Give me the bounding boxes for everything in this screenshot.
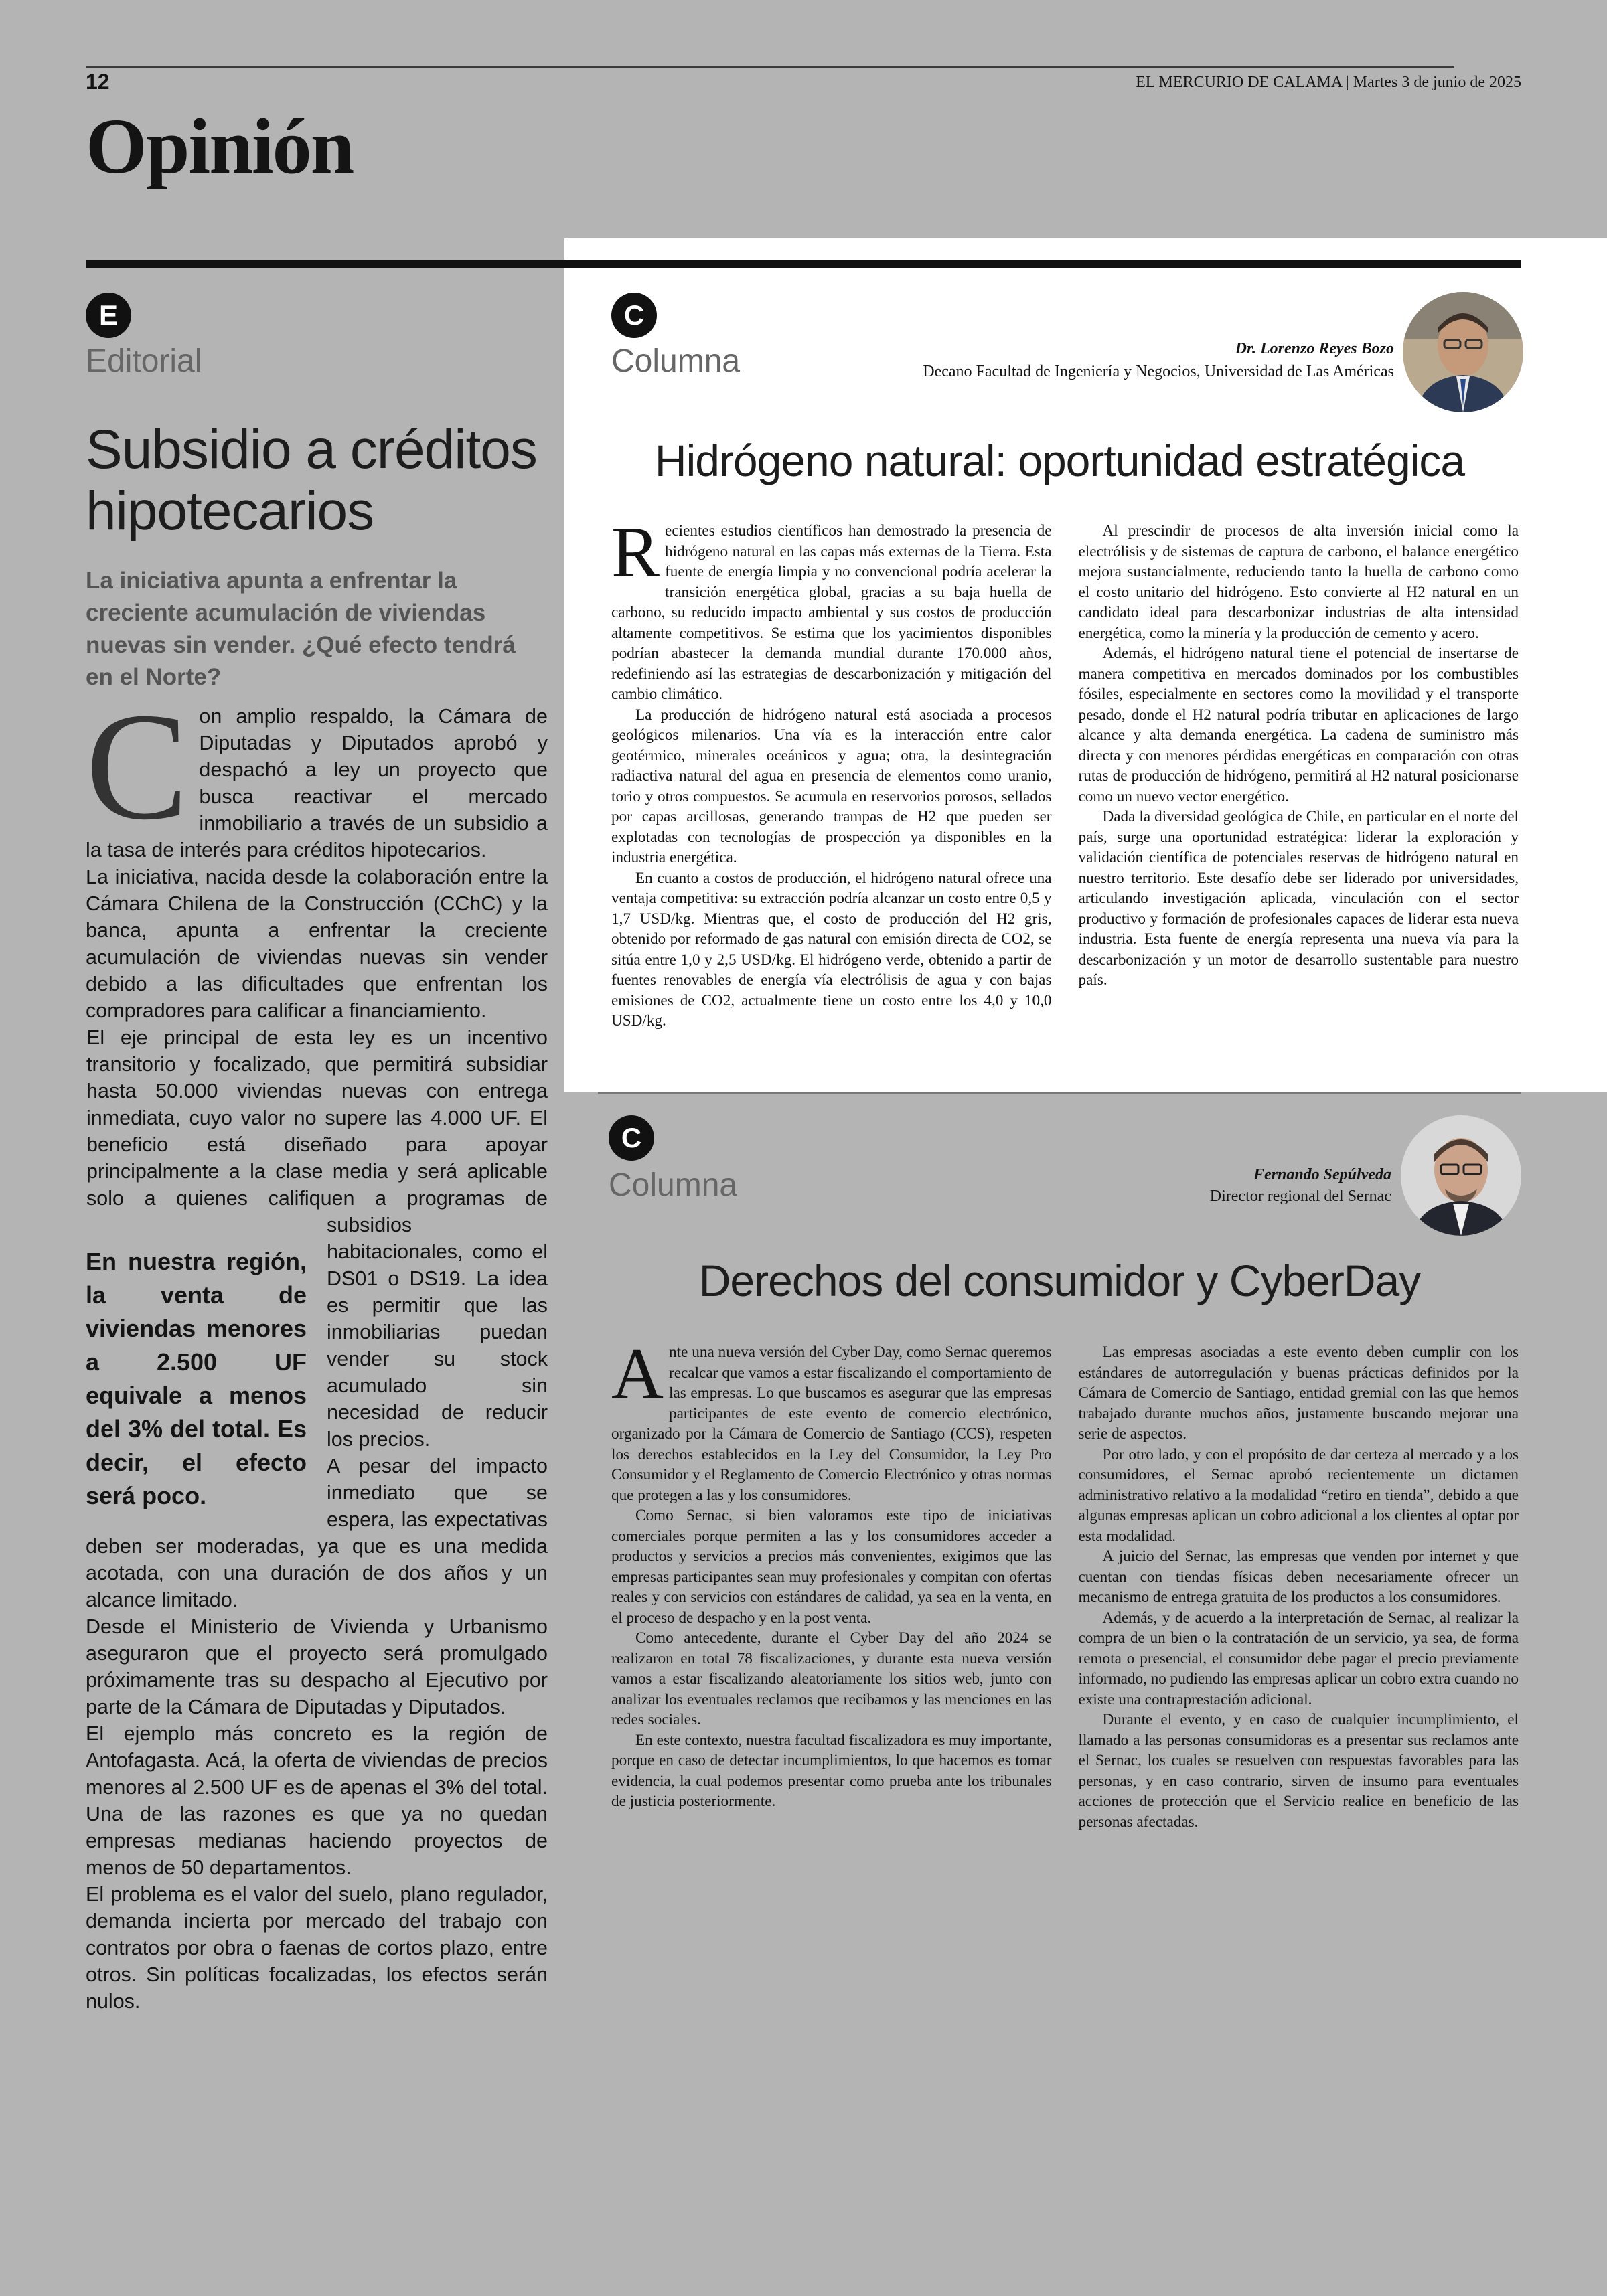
editorial-paragraph: La iniciativa, nacida desde la colaboración entre la Cámara Chilena de la Construcción (CChC) y la banca, apunta a enfrentar la creciente acumulación de viviendas nuevas sin vender debido a las dificultades que enfrentan los compradores para calificar a financiamiento. [86,866,548,1022]
column2-badge: C [609,1115,654,1161]
column1-role: Decano Facultad de Ingeniería y Negocios, Universidad de Las Américas [923,363,1394,380]
column2-paragraph: Las empresas asociadas a este evento deben cumplir con los estándares de autorregulación y buenas prácticas definidos por la Cámara de Comercio de Santiago, entidad gremial con las que hemos trabajado durante muchos años, justamente buscando mejorar una serie de aspectos. [1078,1343,1519,1443]
page-number: 12 [86,70,110,94]
column1-badge: C [611,293,657,338]
column1-headline: Hidrógeno natural: oportunidad estratégica [654,436,1465,485]
column1-paragraph: Al prescindir de procesos de alta inversión inicial como la electrólisis y de sistemas de captura de carbono, el balance energético mejora sustancialmente, reduciendo tanto la huella de carbono como el costo unitario del hidrógeno. Esto convierte al H2 natural en un candidato ideal para descarbonizar industrias de alta intensidad energética, como la minería y la producción de cemento y acero. [1078,522,1519,642]
column1-paragraph: Además, el hidrógeno natural tiene el potencial de insertarse de manera competitiva en mercados dominados por los combustibles fósiles, especialmente en sectores como la movilidad y el transporte pesado, donde el H2 natural podría tributar en aplicaciones de largo alcance y alta demanda energética. La cadena de suministro más directa y con menores pérdidas energéticas en comparación con otras rutas de producción de hidrógeno, permitirá al H2 natural posicionarse como un nuevo vector energético. [1078,645,1519,805]
column2-paragraph: Además, y de acuerdo a la interpretación de Sernac, al realizar la compra de un bien o la contratación de un servicio, ya sea, de forma remota o presencial, el consumidor debe pagar el precio previamente informado, no pudiendo las empresas aplicar un cobro extra cuando no existe una contraprestación adicional. [1078,1609,1519,1708]
column2-paragraph: Durante el evento, y en caso de cualquier incumplimiento, el llamado a las personas consumidoras es a presentar sus reclamos ante el Sernac, los cuales se resuelven con respuestas favorables para las personas, y en caso contrario, sirven de insumo para eventuales acciones de protección que el Servicio realice en beneficio de las personas afectadas. [1078,1711,1519,1831]
column2-paragraph: En este contexto, nuestra facultad fiscalizadora es muy importante, porque en caso de detectar incumplimientos, lo que hacemos es tomar evidencia, la cual podemos presentar como prueba ante los tribunales de justicia posteriormente. [611,1731,1052,1810]
column1-label: Columna [611,343,741,379]
editorial-paragraph: A pesar del impacto inmediato que se espera, las expectativas deben ser moderadas, ya que es una medida acotada, con una duración de dos años y un alcance limitado. [86,1455,548,1611]
column1-paragraph: La producción de hidrógeno natural está asociada a procesos geológicos milenarios. Una vía es la interacción entre calor geotérmico, minerales oceánicos y agua; otra, la desintegración radiactiva natural del agua en presencia de elementos como uranio, torio y otros compuestos. Se acumula en reservorios porosos, sellados por capas arcillosas, generando trampas de H2 que pueden ser explotadas con tecnologías de prospección ya disponibles en la industria energética. [611,706,1052,866]
column2-body [611,1334,1519,1904]
editorial-headline: Subsidio a créditos hipotecarios [86,419,537,542]
column1-paragraph: ecientes estudios científicos han demostrado la presencia de hidrógeno natural en las capas más externas de la Tierra. Esta fuente de energía limpia y no convencional podría acelerar la transición energética global, gracias a su baja huella de carbono, su reducido impacto ambiental y sus costos de producción altamente competitivos. Se estima que los yacimientos disponibles podrían abastecer la demanda mundial durante 170.000 años, redefiniendo así las estrategias de descarbonización y mitigación del cambio climático. [611,522,1052,703]
editorial-dropcap: C [86,681,189,851]
editorial-label: Editorial [86,343,202,379]
column2-dropcap: A [611,1334,664,1414]
column1-paragraph: Dada la diversidad geológica de Chile, en particular en el norte del país, surge una oportunidad estratégica: liderar la exploración y validación científica de potenciales reservas de hidrógeno natural en nuestro territorio. Este desafío debe ser liderado por universidades, articulando investigación aplicada, vinculación con el sector productivo y formación de profesionales capaces de liderar esta nueva industria. Esta fuente de energía representa una nueva vía para la descarbonización y un motor de desarrollo sustentable para nuestro país. [1078,808,1519,989]
author-photo-avatar [1401,1115,1521,1236]
editorial-paragraph: El ejemplo más concreto es la región de Antofagasta. Acá, la oferta de viviendas de precios menores al 2.500 UF es de apenas el 3% del total. Una de las razones es que ya no quedan empresas medianas haciendo proyectos de menos de 50 departamentos. [86,1722,548,1879]
column-divider [598,1092,1521,1094]
column2-headline: Derechos del consumidor y CyberDay [698,1256,1421,1305]
editorial-badge: E [86,293,131,338]
editorial-paragraph: El eje principal de esta ley es un incentivo transitorio y focalizado, que permitirá subsidiar hasta 50.000 viviendas nuevas con entrega inmediata, cuyo valor no supere las 4.000 UF. El beneficio está diseñado para apoyar principalmente a la clase media y será aplicable solo a quienes califiquen a programas de subsidios habitacionales, como el DS01 o DS19. La idea es permitir que las inmobiliarias puedan vender su stock acumulado sin necesidad de reducir los precios. [86,1026,548,1451]
column2-paragraph: nte una nueva versión del Cyber Day, como Sernac queremos recalcar que vamos a estar fiscalizando el comportamiento de las empresas. Lo que buscamos es asegurar que las empresas participantes de este evento de comercio electrónico, organizado por la Cámara de Comercio de Santiago (CCS), respeten los derechos establecidos en la Ley del Consumidor, la Ley Pro Consumidor y el Reglamento de Comercio Electrónico y otras normas que protegen a las y los consumidores. [611,1343,1052,1504]
column2-role: Director regional del Sernac [1209,1187,1391,1205]
section-title: Opinión [86,102,354,190]
editorial-pullquote: En nuestra región, la venta de viviendas menores a 2.500 UF equivale a menos del 3% del total. Es decir, el efecto será poco. [86,1248,307,1509]
editorial-paragraph: Desde el Ministerio de Vivienda y Urbanismo aseguraron que el proyecto será promulgado próximamente tras su despacho al Ejecutivo por parte de la Cámara de Diputadas y Diputados. [86,1615,548,1718]
top-rule [86,66,1454,68]
column2-label: Columna [609,1167,738,1203]
column2-paragraph: A juicio del Sernac, las empresas que venden por internet y que cuentan con tiendas físicas deben necesariamente ofrecer un mecanismo de entrega gratuita de los productos a los consumidores. [1078,1548,1519,1606]
column1-dropcap: R [611,513,660,592]
column2-paragraph: Por otro lado, y con el propósito de dar certeza al mercado y a los consumidores, el Sernac aprobó recientemente un dictamen administrativo relativo a la modalidad “retiro en tienda”, debido a que algunas empresas aplican un cobro adicional a los clientes al optar por esta modalidad. [1078,1445,1519,1545]
column2-paragraph: Como Sernac, si bien valoramos este tipo de iniciativas comerciales porque permiten a las y los consumidores acceder a productos y servicios a precios más convenientes, exigimos que las empresas participantes sean muy profesionales y compitan con ofertas reales y con servicios con estándares de calidad, ya sea en la venta, en el proceso de despacho y en la post venta. [611,1507,1052,1627]
masthead: EL MERCURIO DE CALAMA | Martes 3 de junio de 2025 [1136,74,1521,91]
author-photo-avatar [1403,292,1523,412]
column2-author: Fernando Sepúlveda [1253,1166,1391,1183]
column1-author: Dr. Lorenzo Reyes Bozo [1235,340,1394,357]
editorial-deck: La iniciativa apunta a enfrentar la creciente acumulación de viviendas nuevas sin vender. ¿Qué efecto tendrá en el Norte? [86,568,516,690]
column1-paragraph: En cuanto a costos de producción, el hidrógeno natural ofrece una ventaja competitiva: su extracción podría alcanzar un costo entre 0,5 y 1,7 USD/kg. Mientras que, el costo de producción del H2 gris, obtenido por reformado de gas natural con emisión directa de CO2, se sitúa entre 1,0 y 2,5 USD/kg. El hidrógeno verde, obtenido a partir de fuentes renovables de energía vía electrólisis de agua y con bajas emisiones de CO2, actualmente tiene un costo entre los 4,0 y 10,0 USD/kg. [611,869,1052,1030]
editorial-paragraph: on amplio respaldo, la Cámara de Diputadas y Diputados aprobó y despachó a ley un proyecto que busca reactivar el mercado inmobiliario a través de un subsidio a la tasa de interés para créditos hipotecarios. [86,705,548,862]
column1-body [611,513,1519,1083]
section-rule [86,260,1521,268]
editorial-body [86,681,548,2015]
editorial-paragraph: El problema es el valor del suelo, plano regulador, demanda incierta por mercado del trabajo con contratos por obra o faenas de cortos plazo, entre otros. Sin políticas focalizadas, los efectos serán nulos. [86,1883,548,2013]
column2-paragraph: Como antecedente, durante el Cyber Day del año 2024 se realizaron en total 78 fiscalizaciones, y durante esta nueva versión vamos a estar fiscalizando aleatoriamente los sitios web, junto con analizar los eventuales reclamos que recibamos y las menciones en las redes sociales. [611,1629,1052,1728]
